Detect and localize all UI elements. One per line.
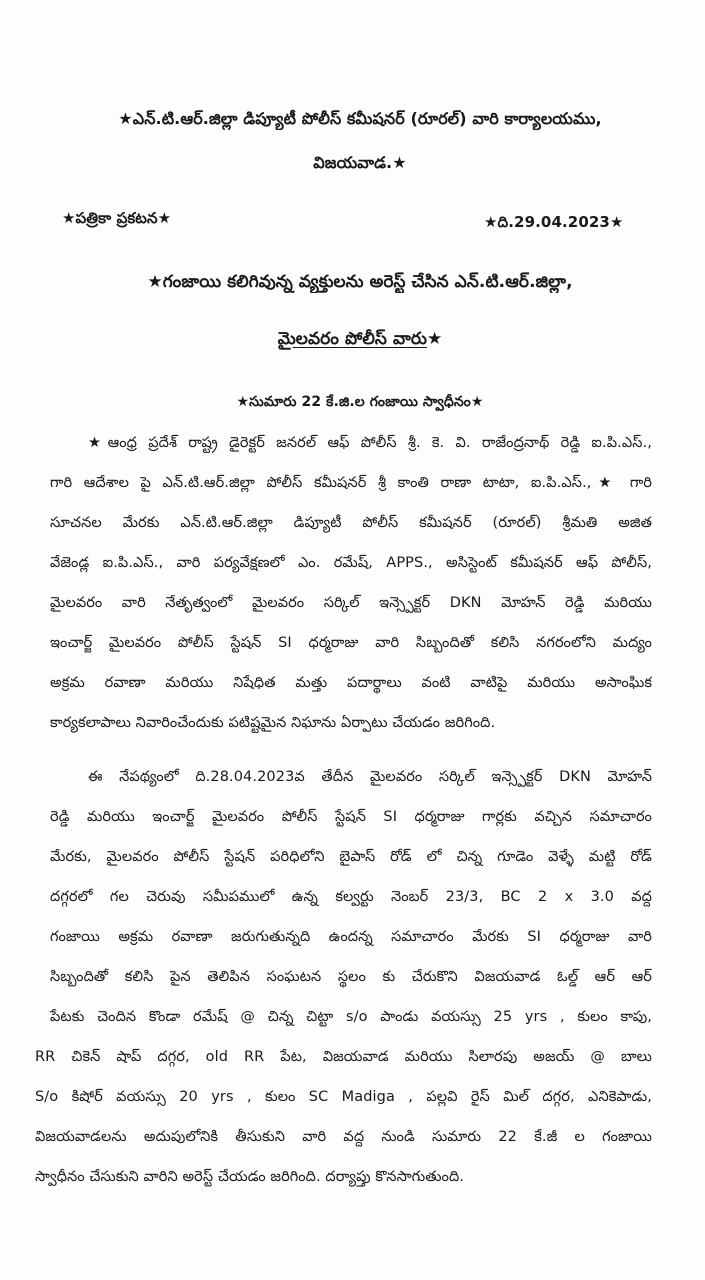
subtitle: ★సుమారు 22 కే.జి.ల గంజాయి స్వాధీనం★ [236,394,484,410]
paragraph1-line: ఇంచార్జ్ మైలవరం పోలీస్ స్టేషన్ SI ధర్మరాజు వారి సిబ్బందితో కలిసి నగరంలోని మద్యం [50,635,652,651]
paragraph2-line: గంజాయి అక్రమ రవాణా జరుగుతున్నది ఉందన్న సమాచారం మేరకు SI ధర్మరాజు వారి [50,929,652,945]
press-release-date: ★ది.29.04.2023★ [484,213,624,231]
paragraph2-line: S/o కిషోర్ వయస్సు 20 yrs , కులం SC Madiga , పల్లవి రైస్ మిల్ దగ్గర, ఎనికెపాడు, [35,1089,652,1105]
headline-underlined-text: మైలవరం పోలీస్ వారు [277,329,427,349]
headline-line1: ★గంజాయి కలిగివున్న వ్యక్తులను అరెస్ట్ చేసిన ఎన్.టి.ఆర్.జిల్లా, [147,272,573,292]
press-release-label: ★పత్రికా ప్రకటన★ [62,209,172,227]
paragraph1-line: కార్యకలాపాలు నివారించేందుకు పటిష్టమైన నిఘాను ఏర్పాటు చేయడం జరిగింది. [50,715,496,731]
paragraph2-line: పేటకు చెందిన కొండా రమేష్ @ చిన్న చిట్టా s/o పాండు వయస్సు 25 yrs , కులం కాపు, [50,1009,652,1025]
paragraph2-line: ఈ నేపథ్యంలో ది.28.04.2023వ తేదీన మైలవరం సర్కిల్ ఇన్స్పెక్టర్ DKN మోహన్ [88,769,652,785]
headline-line2 [30,328,690,350]
office-header-line2: విజయవాడ.★ [313,153,407,172]
paragraph2-line: విజయవాడలను అదుపులోనికి తీసుకుని వారి వద్ద నుండి సుమారు 22 కే.జీ ల గంజాయి [35,1129,652,1145]
paragraph2-line: మేరకు, మైలవరం పోలీస్ స్టేషన్ పరిధిలోని బైపాస్ రోడ్ లో చిన్న గూడెం వెళ్ళే మట్టి రోడ్ [50,849,652,865]
paragraph2-line: దగ్గరలో గల చెరువు సమీపములో ఉన్న కల్వర్టు నెంబర్ 23/3, BC 2 x 3.0 వద్ద [50,889,652,905]
office-header-line1: ★ఎన్.టి.ఆర్.జిల్లా డిప్యూటీ పోలీస్ కమీషనర్ (రూరల్) వారి కార్యాలయము, [118,109,602,128]
paragraph1-line: అక్రమ రవాణా మరియు నిషేధిత మత్తు పదార్థాలు వంటి వాటిపై మరియు అసాంఘిక [50,675,652,691]
paragraph1-line: వేజెండ్ల ఐ.పి.ఎస్., వారి పర్యవేక్షణలో ఎం. రమేష్, APPS., అసిస్టెంట్ కమీషనర్ ఆఫ్ పోలీస్, [50,555,652,571]
paragraph2-line: RR చికెన్ షాప్ దగ్గర, old RR పేట, విజయవాడ మరియు సిలారపు అజయ్ @ బాలు [35,1049,652,1065]
paragraph2-line: రెడ్డి మరియు ఇంచార్జ్ మైలవరం పోలీస్ స్టేషన్ SI ధర్మరాజు గార్లకు వచ్చిన సమాచారం [50,809,652,825]
headline-star: ★ [426,329,443,349]
paragraph1-line: గారి ఆదేశాల పై ఎన్.టి.ఆర్.జిల్లా పోలీస్ కమీషనర్ శ్రీ కాంతి రాణా టాటా, ఐ.పి.ఎస్.,★ గారి [50,475,652,491]
paragraph1-line: సూచనల మేరకు ఎన్.టి.ఆర్.జిల్లా డిప్యూటీ పోలీస్ కమీషనర్ (రూరల్) శ్రీమతి అజిత [50,515,652,531]
paragraph2-line: స్వాధీనం చేసుకుని వారిని అరెస్ట్ చేయడం జరిగింది. దర్యాప్తు కొనసాగుతుంది. [35,1169,464,1185]
paragraph1-line: ★ఆంధ్ర ప్రదేశ్ రాష్ట్ర డైరెక్టర్ జనరల్ ఆఫ్ పోలీస్ శ్రీ. కె. వి. రాజేంద్రనాథ్ రెడ్డి ఐ.పి.ఎస్., [88,435,652,451]
paragraph1-line: మైలవరం వారి నేతృత్వంలో మైలవరం సర్కిల్ ఇన్స్పెక్టర్ DKN మోహన్ రెడ్డి మరియు [50,595,652,611]
paragraph2-line: సిబ్బందితో కలిసి పైన తెలిపిన సంఘటన స్థలం కు చేరుకొని విజయవాడ ఓల్డ్ ఆర్ ఆర్ [50,969,652,985]
